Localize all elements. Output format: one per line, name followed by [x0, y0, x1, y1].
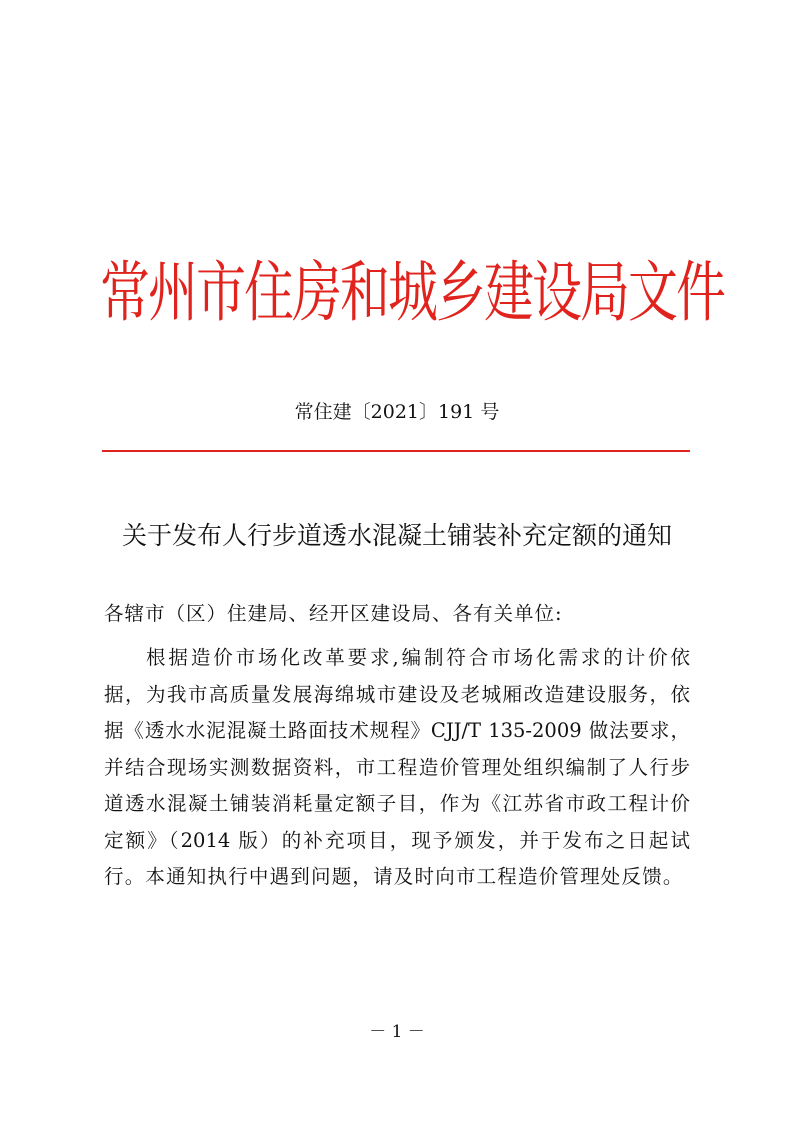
body-line: 行。本通知执行中遇到问题，请及时向市工程造价管理处反馈。 [104, 865, 684, 888]
salutation: 各辖市（区）住建局、经开区建设局、各有关单位: [104, 602, 563, 625]
body-line: 据《透水水泥混凝土路面技术规程》CJJ/T 135-2009 做法要求， [104, 719, 690, 742]
notice-title: 关于发布人行步道透水混凝土铺装补充定额的通知 [121, 521, 672, 550]
body-line: 定额》（2014 版）的补充项目，现予颁发，并于发布之日起试 [104, 828, 690, 852]
body-line: 并结合现场实测数据资料，市工程造价管理处组织编制了人行步 [104, 755, 690, 779]
notice-body [104, 640, 690, 896]
document-number: 常住建〔2021〕191 号 [294, 401, 500, 423]
page-number: － 1 － [369, 1022, 425, 1042]
masthead-title: 常州市住房和城乡建设局文件 [100, 254, 724, 332]
red-divider-line [102, 450, 690, 452]
body-line: 道透水混凝土铺装消耗量定额子目，作为《江苏省市政工程计价 [104, 792, 690, 815]
body-line: 根据造价市场化改革要求,编制符合市场化需求的计价依 [146, 646, 690, 669]
body-line: 据，为我市高质量发展海绵城市建设及老城厢改造建设服务，依 [104, 682, 690, 706]
